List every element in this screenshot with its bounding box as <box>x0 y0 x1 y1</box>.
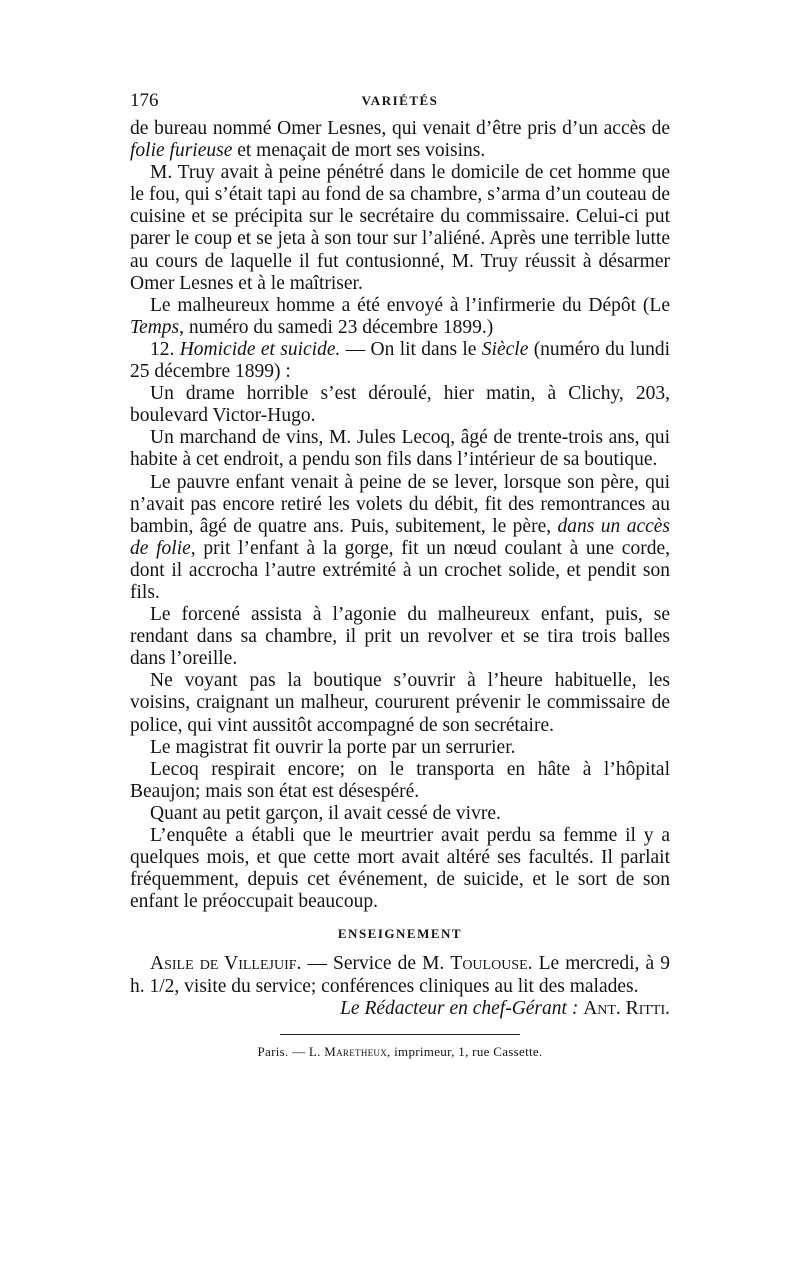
paragraph <box>130 803 670 825</box>
section-heading: ENSEIGNEMENT <box>337 926 463 942</box>
italic-text: Temps <box>130 316 180 338</box>
text-run: Ne voyant pas la boutique s’ouvrir à l’heure habituelle, les voisins, craignant un malheur, coururent prévenir le commissaire de police, qui vint aussitôt accompagné de son secrétaire. <box>130 670 670 736</box>
paragraph <box>130 295 670 339</box>
notice-text-2: . Le mercredi, à 9 h. 1/2, visite du service; conférences cliniques au lit des malades. <box>130 953 670 997</box>
paragraph <box>130 737 670 759</box>
page-header <box>130 90 670 114</box>
text-run: Le forcené assista à l’agonie du malheureux enfant, puis, se rendant dans sa chambre, il prit un revolver et se tira trois balles dans l’oreille. <box>130 604 670 670</box>
signature-role: Le Rédacteur en chef-Gérant : <box>340 997 579 1019</box>
printer-line <box>130 1041 670 1063</box>
printer-suffix: , imprimeur, 1, rue Cassette. <box>387 1043 543 1059</box>
notice-text-1: — Service de M. <box>301 953 451 975</box>
notice-place: Asile de Villejuif. <box>150 953 302 975</box>
paragraph <box>130 339 670 383</box>
text-run: L’enquête a établi que le meurtrier avait perdu sa femme il y a quelques mois, et que cette mort avait altéré ses facultés. Il parlait fréquemment, depuis cet événement, de suicide, et le sort de son enfant le préoccupait beaucoup. <box>130 825 670 913</box>
notice-paragraph <box>130 953 670 997</box>
running-title: VARIÉTÉS <box>361 93 439 108</box>
text-run: , numéro du samedi 23 décembre 1899.) <box>179 316 494 338</box>
text-run: Un marchand de vins, M. Jules Lecoq, âgé de trente-trois ans, qui habite à cet endroit, a pendu son fils dans l’intérieur de sa boutique. <box>130 427 670 471</box>
text-run: Quant au petit garçon, il avait cessé de vivre. <box>150 802 501 824</box>
paragraph <box>130 427 670 471</box>
paragraph <box>130 670 670 736</box>
text-run: (numéro du lundi 25 décembre 1899) : <box>130 338 671 383</box>
printer-name: Maretheux <box>324 1043 388 1059</box>
notice-person: Toulouse <box>450 953 528 975</box>
paragraph <box>130 759 670 803</box>
paragraph <box>130 604 670 670</box>
text-run: M. Truy avait à peine pénétré dans le domicile de cet homme que le fou, qui s’était tapi au fond de sa chambre, s’arma d’un couteau de cuisine et se précipita sur le secrétaire du commissaire. Celui-ci put parer le coup et se jeta à son tour sur l’aliéné. Après une terrible lutte au cours de laquelle il fut contusionné, M. Truy réussit à désarmer Omer Lesnes et à le maîtriser. <box>130 162 670 294</box>
footer-rule <box>280 1034 520 1035</box>
text-run: Lecoq respirait encore; on le transporta en hâte à l’hôpital Beaujon; mais son état est désespéré. <box>130 758 670 802</box>
text-run: Le magistrat fit ouvrir la porte par un serrurier. <box>150 736 516 758</box>
article-text <box>130 118 670 913</box>
text-run: et menaçait de mort ses voisins. <box>232 140 486 162</box>
text-run: Le malheureux homme a été envoyé à l’infirmerie du Dépôt (Le <box>150 294 670 316</box>
printer-prefix: Paris. — L. <box>257 1043 325 1059</box>
text-run: de bureau nommé Omer Lesnes, qui venait d’être pris d’un accès de <box>130 118 670 139</box>
paragraph <box>130 383 670 427</box>
page-number: 176 <box>130 90 159 111</box>
text-run: Un drame horrible s’est déroulé, hier matin, à Clichy, 203, boulevard Victor-Hugo. <box>130 383 670 427</box>
page-body <box>130 118 670 1063</box>
italic-text: dans un accès de folie <box>130 515 670 559</box>
paragraph <box>130 825 670 913</box>
paragraph <box>130 162 670 295</box>
signature-name: Ant. Ritti. <box>583 997 670 1019</box>
italic-text: folie furieuse <box>130 140 233 162</box>
italic-text: Homicide et suicide. <box>179 338 341 360</box>
text-run: , prit l’enfant à la gorge, fit un nœud coulant à une corde, dont il accrocha l’autre extrémité à un crochet solide, et pendit son fils. <box>130 537 670 603</box>
signature <box>130 998 670 1020</box>
italic-text: Siècle <box>481 338 529 360</box>
text-run: — On lit dans le <box>340 338 482 360</box>
text-run: 12. <box>150 338 180 360</box>
paragraph <box>130 118 670 162</box>
text-run: Le pauvre enfant venait à peine de se lever, lorsque son père, qui n’avait pas encore retiré les volets du débit, fit des remontrances au bambin, âgé de quatre ans. Puis, subitement, le père, <box>130 471 670 537</box>
paragraph <box>130 472 670 605</box>
